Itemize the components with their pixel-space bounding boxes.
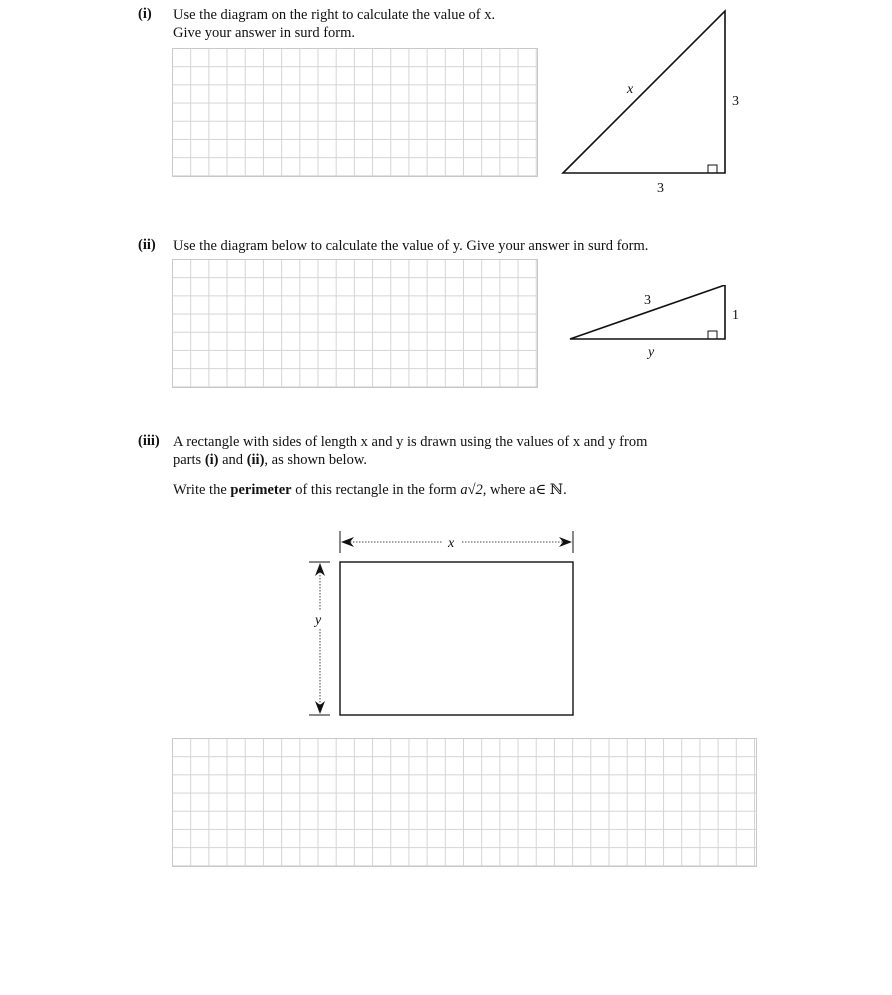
triangle-diagram-i — [550, 5, 750, 200]
part-iii-line2-mid: and — [218, 452, 247, 468]
part-ii-question: Use the diagram below to calculate the value of y. Give your answer in surd form. — [173, 238, 649, 254]
part-iii-line2-post: , as shown below. — [264, 452, 367, 468]
triangle-ii-hypotenuse-label: 3 — [644, 293, 651, 308]
right-angle-marker-ii — [708, 331, 717, 339]
triangle-i-vertical-label: 3 — [732, 94, 739, 109]
rectangle-shape — [340, 562, 573, 715]
width-arrowhead-left — [341, 537, 354, 547]
part-iii-ref-i: (i) — [204, 452, 219, 468]
part-iii-question — [173, 433, 713, 499]
triangle-diagram-ii — [560, 285, 760, 365]
right-angle-marker-i — [708, 165, 717, 173]
part-i-question — [173, 6, 495, 42]
part-i-line1: Use the diagram on the right to calculate the value of x. — [173, 7, 496, 23]
answer-grid-ii[interactable] — [172, 259, 538, 388]
triangle-i-hypotenuse-label: x — [627, 82, 634, 97]
triangle-i-horizontal-label: 3 — [657, 181, 664, 196]
answer-grid-iii[interactable] — [172, 738, 757, 867]
part-iii-label: (iii) — [138, 433, 160, 449]
height-arrowhead-bottom — [315, 701, 325, 714]
triangle-i-shape — [563, 11, 725, 173]
part-iii-line3 — [173, 481, 713, 499]
part-iii-line2-pre: parts — [173, 452, 205, 468]
triangle-ii-vertical-label: 1 — [732, 308, 739, 323]
part-i-line2: Give your answer in surd form. — [173, 25, 356, 41]
part-iii-line3-pre: Write the — [173, 482, 231, 498]
rectangle-height-label: y — [315, 613, 322, 628]
height-arrowhead-top — [315, 563, 325, 576]
part-iii-line1: A rectangle with sides of length x and y is drawn using the values of x and y from — [173, 434, 648, 450]
rectangle-diagram — [300, 525, 590, 725]
part-iii-ref-ii: (ii) — [246, 452, 265, 468]
width-arrowhead-right — [559, 537, 572, 547]
part-i-label: (i) — [138, 6, 152, 22]
answer-grid-i[interactable] — [172, 48, 538, 177]
part-ii-label: (ii) — [138, 237, 156, 253]
triangle-ii-horizontal-label: y — [648, 345, 655, 360]
part-iii-line2 — [173, 451, 713, 469]
part-iii-surd-form: a√2 — [460, 482, 483, 498]
part-iii-perimeter-word: perimeter — [230, 482, 292, 498]
part-iii-line3-mid: of this rectangle in the form — [291, 482, 461, 498]
rectangle-width-label: x — [448, 536, 455, 551]
part-iii-line3-post: , where a∈ ℕ. — [482, 482, 567, 498]
